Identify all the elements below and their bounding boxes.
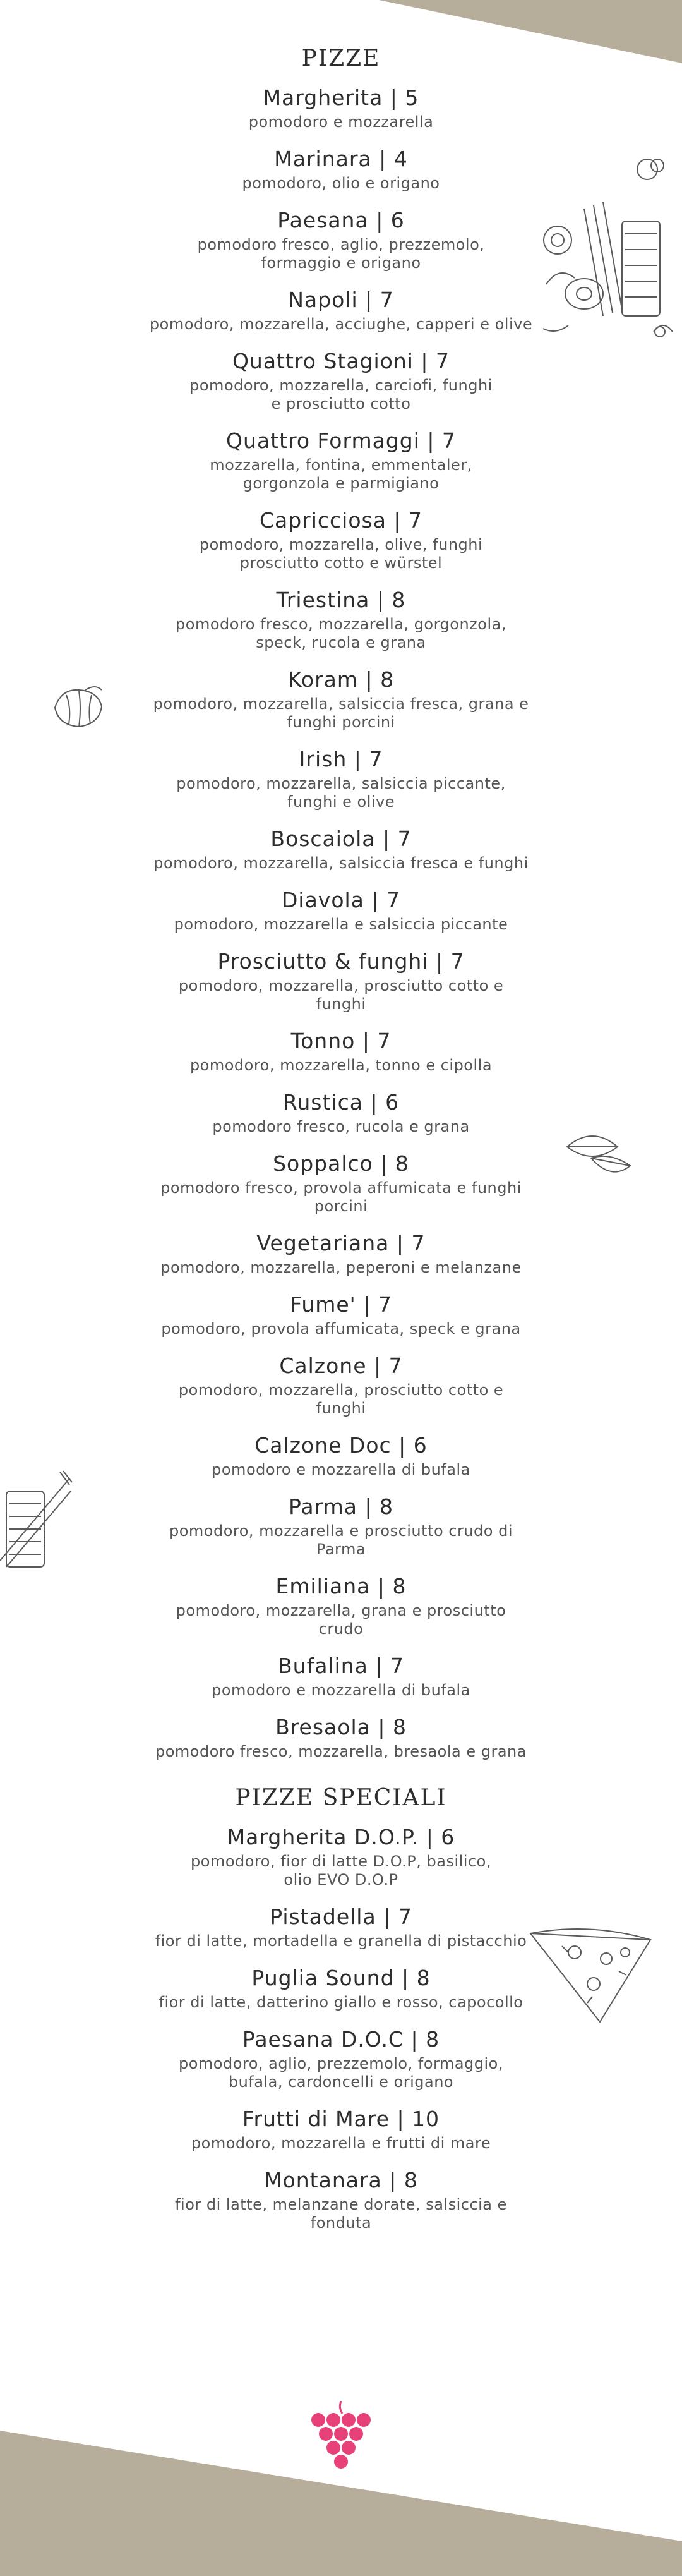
menu-item-description: mozzarella, fontina, emmentaler, gorgonzola e parmigiano (210, 456, 472, 492)
menu-item-description: pomodoro, mozzarella, prosciutto cotto e funghi (178, 977, 504, 1013)
menu-item (120, 1712, 562, 1761)
menu-item (120, 946, 562, 1013)
menu-item (120, 426, 562, 493)
menu-item-name: Margherita | 5 (263, 85, 419, 110)
menu-item-description: pomodoro, mozzarella e frutti di mare (191, 2134, 491, 2152)
menu-item-name: Frutti di Mare | 10 (242, 2107, 440, 2131)
menu-item (120, 144, 562, 193)
menu-item-name: Capricciosa | 7 (259, 508, 423, 533)
menu-item (120, 885, 562, 934)
menu-item-name: Montanara | 8 (264, 2168, 418, 2192)
menu-item-name: Fume' | 7 (290, 1292, 392, 1317)
menu-item-description: pomodoro, mozzarella e salsiccia piccante (174, 916, 508, 933)
menu-item-name: Quattro Formaggi | 7 (225, 428, 457, 453)
menu-item-description: pomodoro, mozzarella, tonno e cipolla (189, 1056, 493, 1074)
menu-item-description: pomodoro, mozzarella, carciofi, funghi e prosciutto cotto (189, 377, 493, 413)
menu-item-description: pomodoro e mozzarella (248, 113, 434, 131)
menu-item-description: pomodoro e mozzarella di bufala (212, 1461, 470, 1478)
menu-item-description: pomodoro e mozzarella di bufala (212, 1681, 470, 1699)
menu-item-name: Bufalina | 7 (278, 1654, 404, 1678)
menu-item (120, 744, 562, 811)
menu-item (120, 346, 562, 413)
menu-item-name: Vegetariana | 7 (256, 1231, 426, 1255)
menu-item (120, 1149, 562, 1216)
menu-item-description: pomodoro fresco, rucola e grana (212, 1118, 470, 1135)
menu-item (120, 1087, 562, 1136)
section-title: PIZZE SPECIALI (235, 1785, 447, 1811)
menu-item-description: pomodoro, mozzarella, acciughe, capperi e olive (149, 315, 533, 333)
menu-item (120, 2024, 562, 2091)
garlic-illustration-icon (47, 682, 111, 733)
menu-item-description: pomodoro, olio e origano (242, 174, 440, 192)
menu-item (120, 2104, 562, 2153)
menu-item (120, 205, 562, 272)
menu-item (120, 1026, 562, 1075)
menu-item-name: Emiliana | 8 (275, 1574, 407, 1599)
menu-item-description: pomodoro, mozzarella, salsiccia piccante, funghi e olive (176, 775, 506, 811)
menu-item-name: Margherita D.O.P. | 6 (227, 1825, 455, 1849)
menu-item-name: Triestina | 8 (276, 588, 406, 612)
menu-item-description: pomodoro fresco, mozzarella, gorgonzola, speck, rucola e grana (176, 615, 506, 651)
menu-item-description: pomodoro fresco, aglio, prezzemolo, formaggio e origano (197, 236, 485, 272)
menu-item-description: pomodoro, mozzarella, salsiccia fresca, grana e funghi porcini (153, 695, 529, 731)
menu-item-name: Puglia Sound | 8 (251, 1966, 431, 1990)
menu-item (120, 2165, 562, 2232)
menu-item-name: Calzone | 7 (279, 1353, 403, 1378)
menu-item-description: pomodoro, aglio, prezzemolo, formaggio, bufala, cardoncelli e origano (179, 2055, 503, 2091)
menu-item-name: Bresaola | 8 (275, 1715, 407, 1739)
menu-item (120, 1651, 562, 1700)
menu-item-name: Tonno | 7 (290, 1029, 392, 1053)
menu-item (120, 1963, 562, 2012)
section-title: PIZZE (301, 45, 381, 71)
menu-item (120, 1822, 562, 1889)
section-pizze-speciali (120, 1785, 562, 2232)
menu-item (120, 285, 562, 334)
menu (120, 39, 562, 2245)
menu-item-description: fior di latte, datterino giallo e rosso, capocollo (159, 1993, 523, 2011)
utensils-illustration-icon (0, 1466, 76, 1573)
menu-item (120, 585, 562, 652)
menu-item-description: pomodoro, provola affumicata, speck e grana (161, 1320, 521, 1338)
menu-item (120, 1430, 562, 1479)
menu-item-name: Boscaiola | 7 (270, 826, 412, 851)
menu-item (120, 824, 562, 873)
menu-item (120, 665, 562, 732)
menu-item-name: Pistadella | 7 (270, 1904, 412, 1929)
menu-item-name: Paesana | 6 (277, 208, 405, 233)
menu-item-name: Calzone Doc | 6 (254, 1433, 428, 1458)
grapes-logo-icon (308, 2401, 374, 2472)
menu-item-name: Prosciutto & funghi | 7 (217, 949, 465, 974)
menu-item-description: pomodoro, mozzarella e prosciutto crudo di Parma (169, 1522, 513, 1558)
menu-item-description: pomodoro, mozzarella, olive, funghi prosciutto cotto e würstel (199, 536, 483, 572)
menu-item (120, 1228, 562, 1277)
menu-item (120, 1351, 562, 1418)
menu-item-name: Quattro Stagioni | 7 (232, 349, 450, 373)
menu-item-description: pomodoro fresco, mozzarella, bresaola e grana (155, 1743, 527, 1760)
menu-item-name: Rustica | 6 (282, 1090, 400, 1115)
menu-item-description: pomodoro, mozzarella, peperoni e melanzane (160, 1259, 522, 1276)
menu-item-description: pomodoro fresco, provola affumicata e funghi porcini (160, 1179, 522, 1215)
menu-item (120, 1290, 562, 1338)
menu-item-name: Soppalco | 8 (273, 1151, 409, 1176)
menu-item-name: Diavola | 7 (281, 888, 400, 912)
menu-item-name: Paesana D.O.C | 8 (242, 2027, 440, 2052)
menu-item-description: fior di latte, mortadella e granella di pistacchio (155, 1932, 527, 1950)
basil-leaves-icon (562, 1128, 638, 1178)
menu-item-name: Irish | 7 (299, 747, 383, 771)
section-pizze (120, 45, 562, 1761)
menu-item-description: pomodoro, mozzarella, salsiccia fresca e funghi (153, 854, 529, 872)
menu-item (120, 1902, 562, 1950)
menu-item-description: pomodoro, fior di latte D.O.P, basilico, olio EVO D.O.P (191, 1853, 491, 1889)
menu-item-description: pomodoro, mozzarella, prosciutto cotto e funghi (178, 1381, 504, 1417)
menu-item (120, 505, 562, 572)
menu-item-name: Koram | 8 (287, 667, 395, 692)
menu-item (120, 83, 562, 131)
menu-item-description: pomodoro, mozzarella, grana e prosciutto crudo (176, 1602, 506, 1638)
menu-item-name: Parma | 8 (288, 1494, 394, 1519)
menu-item-name: Napoli | 7 (288, 287, 394, 312)
menu-item (120, 1492, 562, 1559)
menu-item (120, 1571, 562, 1638)
menu-item-name: Marinara | 4 (274, 147, 408, 171)
menu-item-description: fior di latte, melanzane dorate, salsiccia e fonduta (175, 2196, 507, 2232)
